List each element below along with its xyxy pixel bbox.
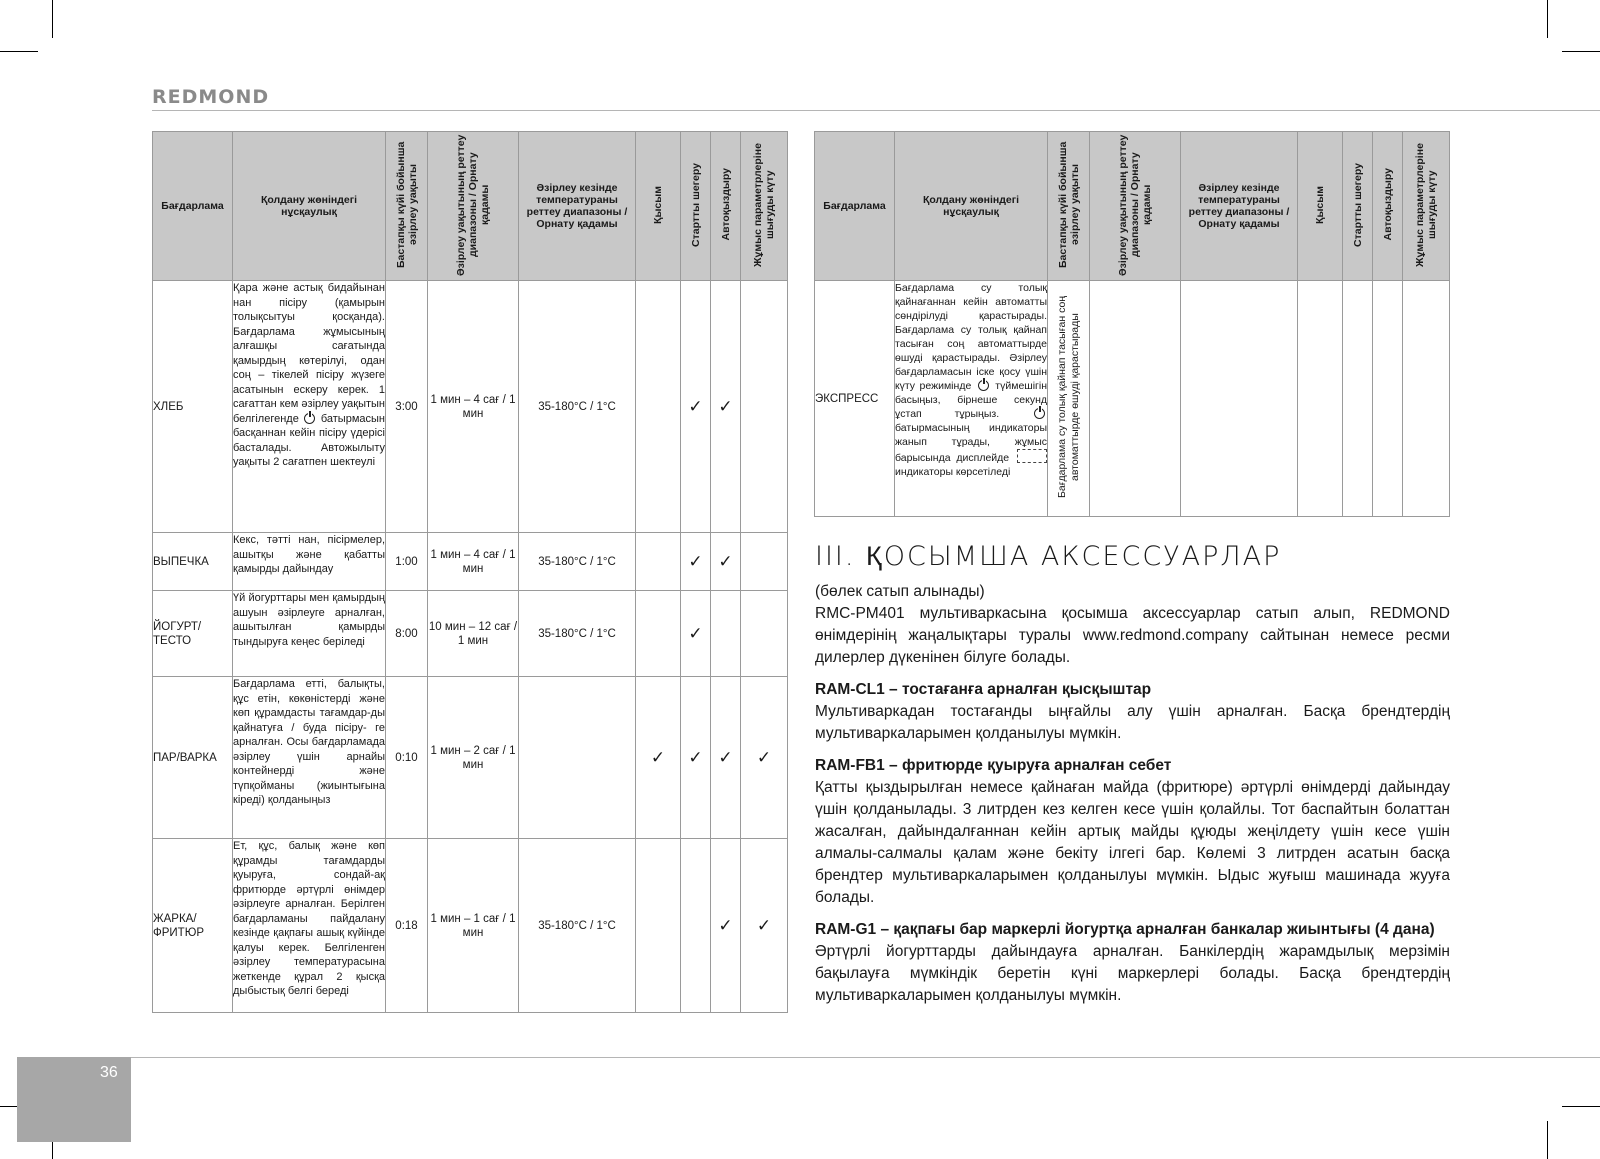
programs-table-right — [814, 131, 1450, 517]
header-delay-start: Стартты шегеру — [689, 162, 702, 247]
delay-check — [681, 839, 711, 1013]
header-keep-warm: Автоқыздыру — [719, 168, 732, 241]
table-row — [153, 677, 788, 839]
header-keep-params: Жұмыс параметрлеріне шығуды күту — [1414, 142, 1438, 267]
time-range: 10 мин – 12 сағ / 1 мин — [428, 591, 519, 677]
header-program: Бағдарлама — [815, 132, 895, 281]
default-time: 3:00 — [386, 281, 428, 533]
header-pressure: Қысым — [652, 185, 664, 224]
section-body — [815, 581, 1450, 1007]
warm-check: ✓ — [711, 281, 741, 533]
params-check — [741, 591, 788, 677]
crop-mark — [1562, 1106, 1600, 1107]
crop-mark — [1547, 1121, 1548, 1159]
header-pressure: Қысым — [1314, 185, 1326, 224]
time-range: 1 мин – 4 сағ / 1 мин — [428, 281, 519, 533]
table-header-row — [815, 132, 1450, 281]
display-indicator-icon — [1017, 449, 1047, 463]
crop-mark — [1562, 51, 1600, 52]
temp-range — [519, 677, 636, 839]
default-time-note: Бағдарлама су толық қайнап тасыған соң автоматтырде өшуді қарастырады — [1055, 295, 1081, 498]
header-divider — [152, 110, 1600, 111]
page-number: 36 — [100, 1064, 118, 1081]
program-description: Үй йогурттары мен қамырдың ашуын әзірлеуге арналған, ашытылған қамырды тындыруға кеңес беріледі — [233, 591, 386, 677]
delay-check: ✓ — [681, 533, 711, 591]
table-row — [153, 533, 788, 591]
table-row — [153, 591, 788, 677]
program-name: ВЫПЕЧКА — [153, 533, 233, 591]
program-description: Қара және астық бидайынан нан пісіру (қамырын толықсытуы қосқанда). Бағдарлама жұмысының алғашқы сағатында қамырдың көтерілуі, одан соң – тікелей пісіру жүзеге асатынын ескеру керек. 1 сағаттан кем әзірлеу уақытын белгілегенде батырмасын басқаннан кейін пісіру үдерісі басталады. Автожылыту уақыты 2 сағатпен шектеулі — [233, 281, 386, 533]
pressure-check: ✓ — [636, 677, 681, 839]
section-title: III. ҚОСЫМША АКСЕССУАРЛАР — [815, 541, 1282, 572]
header-temp-range: Әзірлеу кезінде температураны реттеу диапазоны / Орнату қадамы — [519, 132, 636, 281]
params-check: ✓ — [741, 677, 788, 839]
params-check — [741, 533, 788, 591]
program-name: ПАР/ВАРКА — [153, 677, 233, 839]
crop-mark — [0, 51, 38, 52]
temp-range: 35-180°С / 1°С — [519, 839, 636, 1013]
time-range: 1 мин – 4 сағ / 1 мин — [428, 533, 519, 591]
warm-check: ✓ — [711, 533, 741, 591]
table-row — [815, 281, 1450, 517]
brand-logo: REDMOND — [152, 86, 270, 108]
program-description: Ет, құс, балық және көп құрамды тағамдарды қуыруға, сондай-ақ фритюрде әртүрлі өнімдер әзірлеуге арналған. Берілген бағдарламаны пайдалану кезінде қақпағы ашық күйінде қалуы керек. Белгіленген әзірлеу температурасына жеткенде құрал 2 қысқа дыбыстық белгі береді — [233, 839, 386, 1013]
pressure-check — [636, 839, 681, 1013]
header-instructions: Қолдану жөніндегі нұсқаулық — [233, 132, 386, 281]
header-keep-warm: Автоқыздыру — [1381, 168, 1394, 241]
section-intro: RMC-PM401 мультиваркасына қосымша аксессуарлар сатып алып, REDMOND өнімдерінің жаңалықтары туралы www.redmond.company сайтынан немесе ресми дилерлер дүкенінен білуге болады. — [815, 605, 1450, 666]
table-row — [153, 281, 788, 533]
delay-check: ✓ — [681, 591, 711, 677]
accessory-text: Мультиваркадан тостағанды ыңғайлы алу үшін арналған. Басқа брендтердің мультиваркаларымен қолданылуы мүмкін. — [815, 703, 1450, 742]
header-program: Бағдарлама — [153, 132, 233, 281]
power-icon — [1034, 408, 1045, 419]
time-range: 1 мин – 1 сағ / 1 мин — [428, 839, 519, 1013]
params-check — [741, 281, 788, 533]
program-name: ХЛЕБ — [153, 281, 233, 533]
default-time: 1:00 — [386, 533, 428, 591]
default-time: 0:18 — [386, 839, 428, 1013]
crop-mark — [1547, 0, 1548, 38]
header-time-range: Әзірлеу уақытының реттеу диапазоны / Орнату қадамы — [1117, 133, 1153, 276]
pressure-check — [636, 281, 681, 533]
table-row — [153, 839, 788, 1013]
header-instructions: Қолдану жөніндегі нұсқаулық — [895, 132, 1048, 281]
header-delay-start: Стартты шегеру — [1351, 162, 1364, 247]
program-name: ЙОГУРТ/ ТЕСТО — [153, 591, 233, 677]
table-header-row — [153, 132, 788, 281]
pressure-check — [636, 533, 681, 591]
delay-check: ✓ — [681, 281, 711, 533]
default-time: 8:00 — [386, 591, 428, 677]
temp-range: 35-180°С / 1°С — [519, 591, 636, 677]
footer-divider — [130, 1057, 1600, 1058]
program-description: Кекс, тәтті нан, пісірмелер, ашытқы және қабатты қамырды дайындау — [233, 533, 386, 591]
accessory-text: Қатты қыздырылған немесе қайнаған майда (фритюре) әртүрлі өнімдерді дайындау үшін қолданылады. 3 литрден кез келген кесе үшін қолайлы. Тот баспайтын болаттан жасалған, дайындалғаннан кейін артық майды құюды жеңілдету үшін кесе үшін алмалы-салмалы қалам және бекіту ілгегі бар. Көлемі 3 литрден асатын басқа брендтер мультиваркаларымен қолданылуы мүмкін. Ыдыс жуғыш машинада жууға болады. — [815, 779, 1450, 906]
program-description: Бағдарлама су толық қайнағаннан кейін автоматты сөндірілуді қарастырады. Бағдарлама су толық қайнап тасыған соң автоматтырде өшуді қарастырады. Әзірлеу бағдарламасын іске қосу үшін күту режимінде түймешігін басыңыз, бірнеше секунд ұстап тұрыңыз. батырмасының индикаторы жанып тұрады, жұмыс барысында дисплейде индикаторы көрсетіледі — [895, 281, 1048, 517]
header-keep-params: Жұмыс параметрлеріне шығуды күту — [752, 142, 776, 267]
power-icon — [978, 380, 989, 391]
program-name: ЭКСПРЕСС — [815, 281, 895, 517]
programs-table-left — [152, 131, 788, 1013]
program-description: Бағдарлама етті, балықты, құс етін, көкөністерді және көп құрамдасты тағамдар-ды қайнатуға / буда пісіру- ге арналған. Осы бағдарламада әзірлеу үшін арнайы контейнерді және түпқойманы (жиынтығына кіреді) қолданыңыз — [233, 677, 386, 839]
header-default-time: Бастапқы күйі бойынша әзірлеу уақыты — [1056, 141, 1081, 268]
header-temp-range: Әзірлеу кезінде температураны реттеу диапазоны / Орнату қадамы — [1181, 132, 1298, 281]
program-name: ЖАРКА/ ФРИТЮР — [153, 839, 233, 1013]
header-time-range: Әзірлеу уақытының реттеу диапазоны / Орнату қадамы — [455, 133, 491, 276]
warm-check: ✓ — [711, 677, 741, 839]
warm-check — [711, 591, 741, 677]
accessory-heading: RAM-FB1 – фритюрде қуыруға арналған себет — [815, 757, 1172, 774]
accessory-text: Әртүрлі йогурттарды дайындауға арналған. Банкілердің жарамдылық мерзімін бақылауға мүмкіндік беретін күні маркерлері болады. Басқа брендтердің мультиваркаларымен қолданылуы мүмкін. — [815, 943, 1450, 1004]
section-subtitle: (бөлек сатып алынады) — [815, 583, 985, 600]
params-check: ✓ — [741, 839, 788, 1013]
accessory-heading: RAM-CL1 – тостағанға арналған қысқыштар — [815, 681, 1152, 698]
power-icon — [304, 413, 315, 424]
crop-mark — [52, 0, 53, 38]
temp-range: 35-180°С / 1°С — [519, 281, 636, 533]
time-range: 1 мин – 2 сағ / 1 мин — [428, 677, 519, 839]
warm-check: ✓ — [711, 839, 741, 1013]
default-time: 0:10 — [386, 677, 428, 839]
header-default-time: Бастапқы күйі бойынша әзірлеу уақыты — [394, 141, 419, 268]
delay-check: ✓ — [681, 677, 711, 839]
accessory-heading: RAM-G1 – қақпағы бар маркерлі йогуртқа арналған банкалар жиынтығы (4 дана) — [815, 921, 1435, 938]
pressure-check — [636, 591, 681, 677]
temp-range: 35-180°С / 1°С — [519, 533, 636, 591]
